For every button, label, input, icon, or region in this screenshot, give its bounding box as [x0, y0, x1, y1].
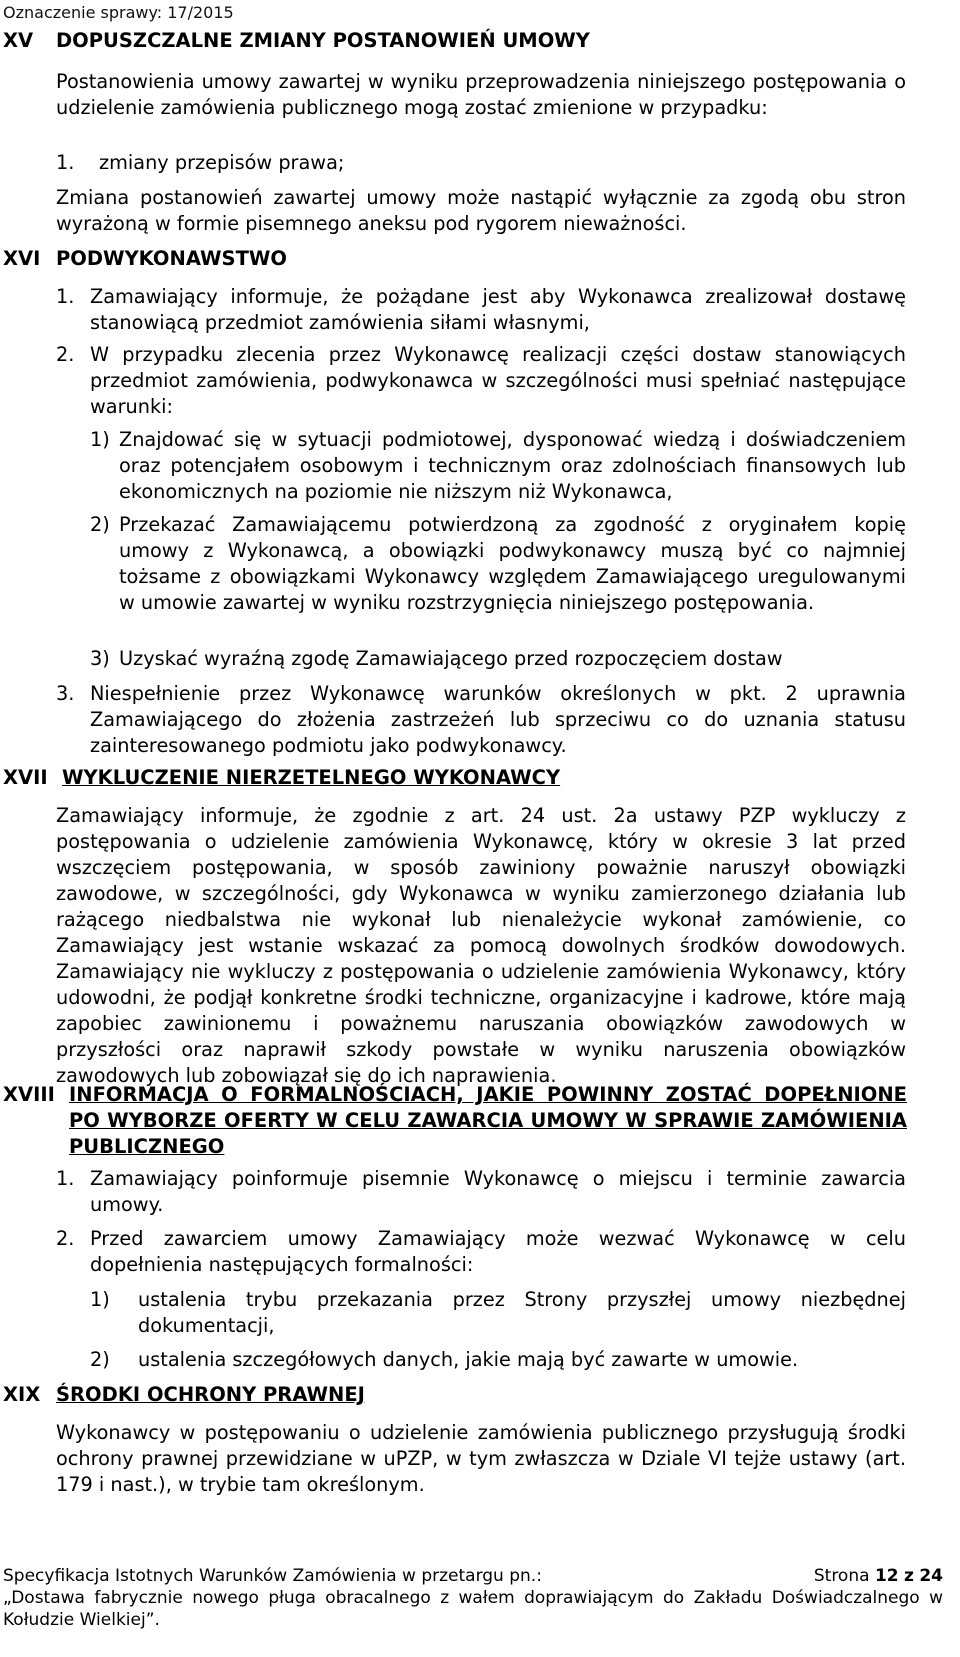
page-number: Strona 12 z 24	[813, 1566, 943, 1586]
section-number: XVII	[3, 766, 48, 789]
section-xv-intro: Postanowienia umowy zawartej w wyniku przeprowadzenia niniejszego postępowania o udzielenie zamówienia publicznego mogą zostać zmienione w przypadku:	[56, 70, 906, 119]
section-number: XV	[3, 29, 34, 52]
section-xix-text: Wykonawcy w postępowaniu o udzielenie zamówienia publicznego przysługują środki ochrony prawnej przewidziane w uPZP, w tym zwłaszcza w Dziale VI tejże ustawy (art. 179 i nast.), w trybie tam określonym.	[56, 1421, 906, 1496]
section-title: INFORMACJA O FORMALNOŚCIACH, JAKIE POWINNY ZOSTAĆ DOPEŁNIONE PO WYBORZE OFERTY W CELU ZAWARCIA UMOWY W SPRAWIE ZAMÓWIENIA PUBLICZNEGO	[69, 1083, 907, 1158]
footer-procurement-title: „Dostawa fabrycznie nowego pługa obracalnego z wałem doprawiającym do Zakładu Doświadczalnego w Kołudzie Wielkiej”.	[3, 1588, 943, 1630]
case-mark: Oznaczenie sprawy: 17/2015	[3, 3, 234, 22]
section-number: XIX	[3, 1383, 41, 1406]
section-title: DOPUSZCZALNE ZMIANY POSTANOWIEŃ UMOWY	[56, 29, 590, 52]
section-title: WYKLUCZENIE NIERZETELNEGO WYKONAWCY	[62, 766, 561, 789]
page-footer	[3, 1565, 943, 1631]
section-number: XVI	[3, 247, 41, 270]
section-xvii-text: Zamawiający informuje, że zgodnie z art. 24 ust. 2a ustawy PZP wykluczy z postępowania o udzielenie zamówienia Wykonawcę, który w okresie 3 lat przed wszczęciem postępowania, w sposób zawiniony poważnie naruszył obowiązki zawodowe, w szczególności, gdy Wykonawca w wyniku zamierzonego działania lub rażącego niedbalstwa nie wykonał lub nienależycie wykonał zamówienie, co Zamawiający jest wstanie wskazać za pomocą dowolnych środków dowodowych. Zamawiający nie wykluczy z postępowania o udzielenie zamówienia Wykonawcy, który udowodni, że podjął konkretne środki techniczne, organizacyjne i kadrowe, które mają zapobiec zawinionemu i poważnemu naruszania obowiązków zawodowych w przyszłości oraz naprawił szkody powstałe w wyniku naruszenia obowiązków zawodowych lub zobowiązał się do ich naprawienia.	[56, 804, 906, 1087]
section-title: ŚRODKI OCHRONY PRAWNEJ	[56, 1383, 365, 1406]
footer-spec-label: Specyfikacja Istotnych Warunków Zamówienia w przetargu pn.:	[3, 1566, 542, 1586]
section-title: PODWYKONAWSTWO	[56, 247, 287, 270]
section-number: XVIII	[3, 1083, 55, 1106]
section-xv-note: Zmiana postanowień zawartej umowy może nastąpić wyłącznie za zgodą obu stron wyrażoną w formie pisemnego aneksu pod rygorem nieważności.	[56, 186, 906, 235]
